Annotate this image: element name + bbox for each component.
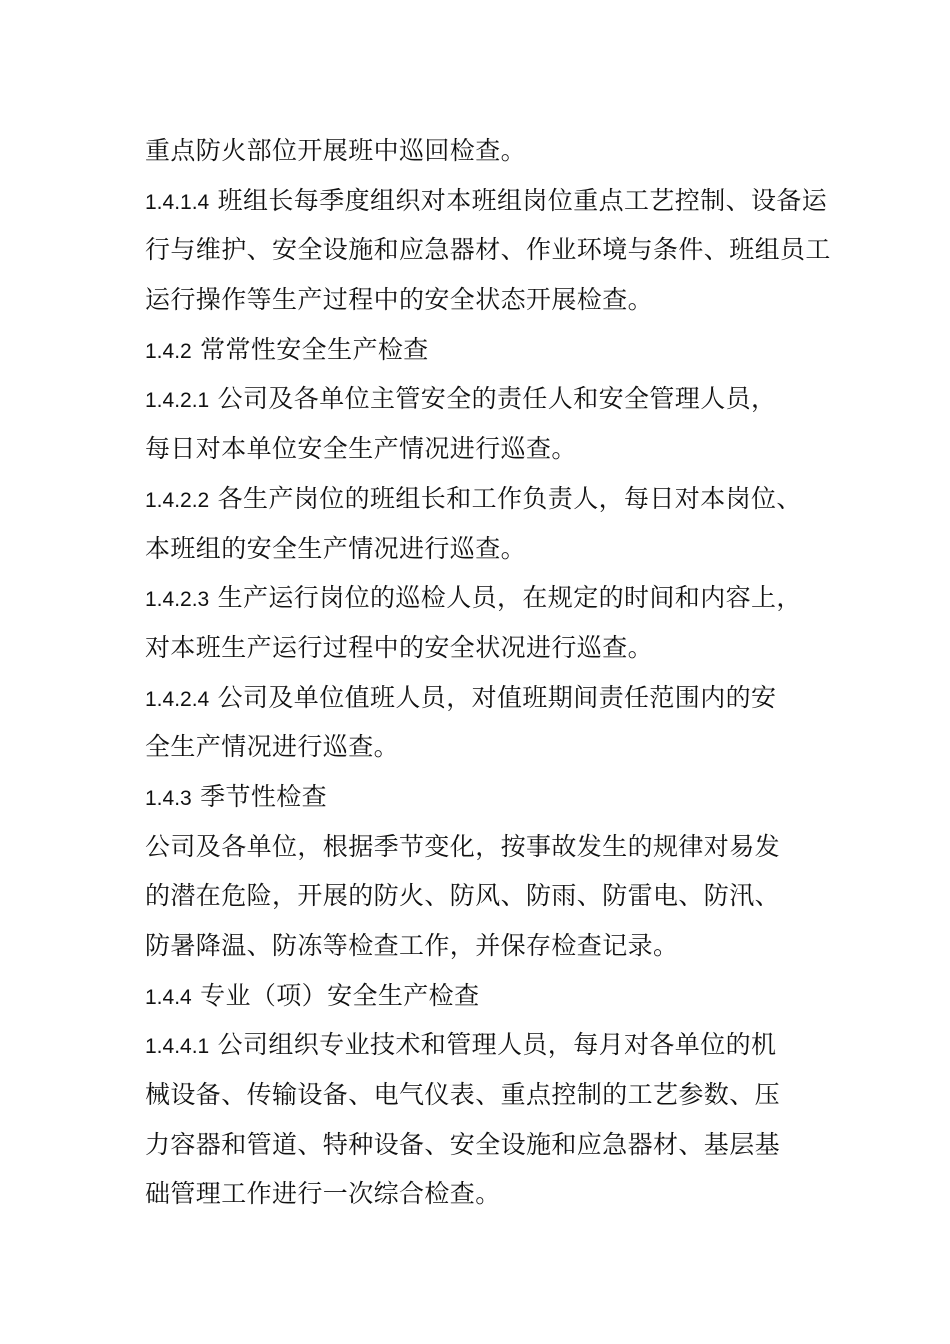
- line-text: 对本班生产运行过程中的安全状况进行巡查。: [145, 632, 654, 662]
- text-line: [145, 673, 835, 723]
- line-text: 班组长每季度组织对本班组岗位重点工艺控制、设备运: [217, 185, 828, 215]
- section-number: 1.4.2.3: [145, 588, 210, 612]
- text-line: [145, 275, 835, 325]
- section-number: 1.4.3: [145, 786, 192, 810]
- text-line: [145, 1169, 835, 1219]
- line-text: 础管理工作进行一次综合检查。: [145, 1179, 501, 1209]
- line-text: 常常性安全生产检查: [200, 334, 429, 364]
- line-text: 公司组织专业技术和管理人员，每月对各单位的机: [217, 1030, 777, 1060]
- text-line: [145, 374, 835, 424]
- text-line: [145, 623, 835, 673]
- text-line: [145, 573, 835, 623]
- text-line: [145, 1020, 835, 1070]
- text-line: [145, 325, 835, 375]
- line-text: 本班组的安全生产情况进行巡查。: [145, 533, 527, 563]
- text-line: [145, 971, 835, 1021]
- text-line: [145, 126, 835, 176]
- text-line: [145, 176, 835, 226]
- line-text: 专业（项）安全生产检查: [200, 980, 480, 1010]
- text-line: [145, 722, 835, 772]
- text-line: [145, 871, 835, 921]
- line-text: 重点防火部位开展班中巡回检查。: [145, 136, 527, 165]
- line-text: 公司及各单位主管安全的责任人和安全管理人员，: [217, 384, 777, 414]
- section-number: 1.4.4: [145, 985, 192, 1009]
- section-number: 1.4.2.1: [145, 389, 210, 413]
- line-text: 行与维护、安全设施和应急器材、作业环境与条件、班组员工: [145, 235, 831, 265]
- text-line: [145, 474, 835, 524]
- line-text: 季节性检查: [200, 781, 328, 811]
- text-line: [145, 772, 835, 822]
- line-text: 全生产情况进行巡查。: [145, 732, 400, 762]
- text-line: [145, 424, 835, 474]
- text-line: [145, 524, 835, 574]
- section-number: 1.4.2.4: [145, 687, 210, 711]
- line-text: 的潜在危险，开展的防火、防风、防雨、防雷电、防汛、: [145, 881, 781, 911]
- text-line: [145, 1070, 835, 1120]
- line-text: 生产运行岗位的巡检人员，在规定的时间和内容上，: [217, 583, 802, 613]
- section-number: 1.4.4.1: [145, 1035, 210, 1059]
- text-line: [145, 1120, 835, 1170]
- line-text: 每日对本单位安全生产情况进行巡查。: [145, 434, 577, 464]
- text-line: [145, 822, 835, 872]
- section-number: 1.4.1.4: [145, 190, 210, 214]
- line-text: 各生产岗位的班组长和工作负责人，每日对本岗位、: [217, 483, 802, 513]
- section-number: 1.4.2.2: [145, 488, 210, 512]
- line-text: 力容器和管道、特种设备、安全设施和应急器材、基层基: [145, 1129, 781, 1159]
- text-line: [145, 921, 835, 971]
- line-text: 公司及各单位，根据季节变化，按事故发生的规律对易发: [145, 831, 781, 861]
- text-line: [145, 225, 835, 275]
- line-text: 公司及单位值班人员，对值班期间责任范围内的安: [217, 682, 777, 712]
- line-text: 械设备、传输设备、电气仪表、重点控制的工艺参数、压: [145, 1080, 781, 1110]
- line-text: 运行操作等生产过程中的安全状态开展检查。: [145, 285, 654, 315]
- line-text: 防暑降温、防冻等检查工作，并保存检查记录。: [145, 931, 679, 960]
- body-text: [145, 126, 835, 1219]
- section-number: 1.4.2: [145, 339, 192, 363]
